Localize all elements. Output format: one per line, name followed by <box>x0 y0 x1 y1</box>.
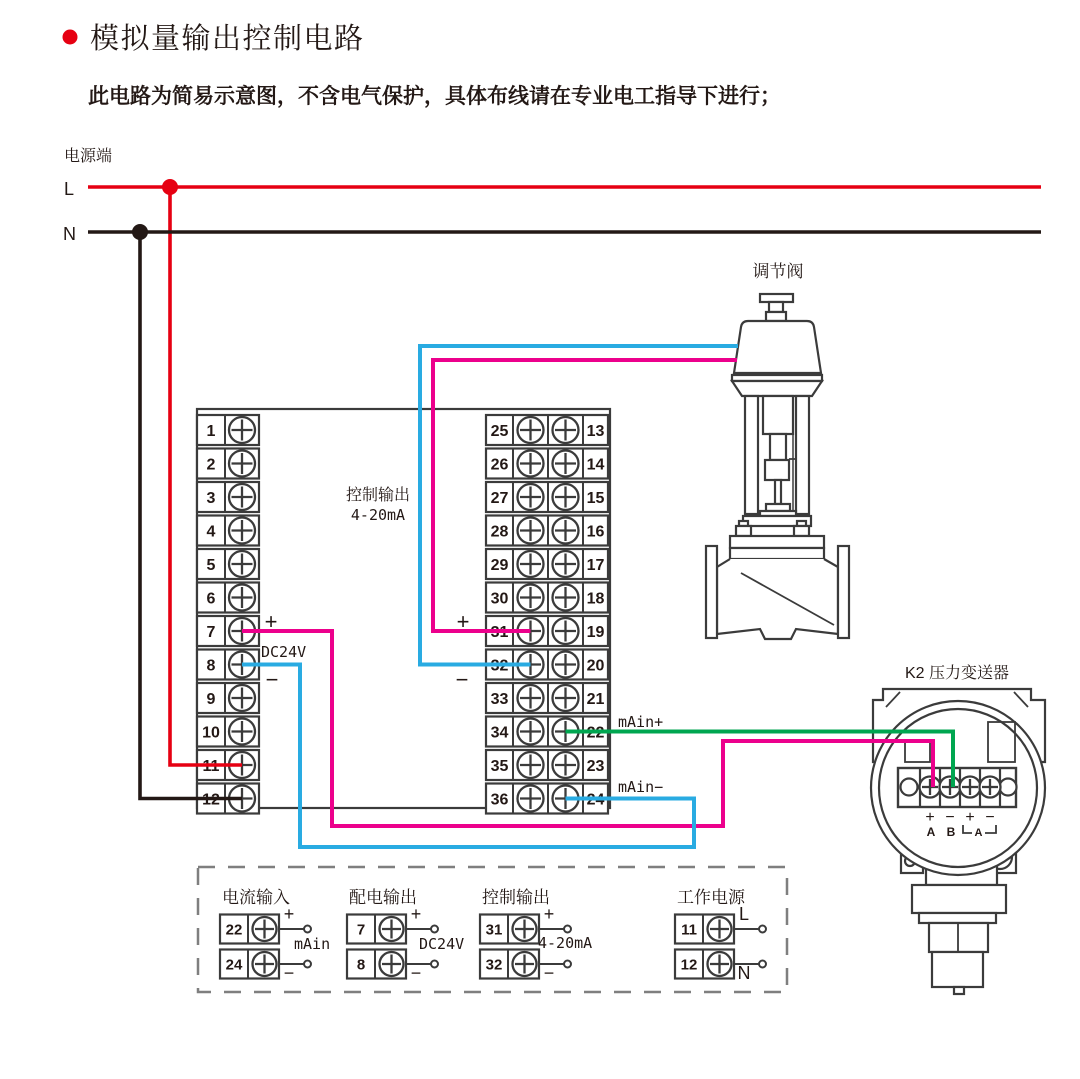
terminal-number: 28 <box>490 523 509 541</box>
control-valve-drawing <box>706 262 849 639</box>
dc24v-label: DC24V <box>261 643 307 661</box>
legend-sign: + <box>543 904 555 924</box>
terminal-number: 16 <box>586 523 605 541</box>
terminal-number: 19 <box>586 624 605 641</box>
valve-yoke <box>745 396 758 514</box>
terminal-number: 1 <box>206 423 216 440</box>
wire-end-circle-icon <box>304 926 311 933</box>
line-n-label: N <box>63 224 76 244</box>
legend-terminal-number: 31 <box>485 921 503 939</box>
screw-terminal-icon <box>513 952 537 976</box>
wire-end-circle-icon <box>564 961 571 968</box>
terminal-number: 24 <box>586 791 605 809</box>
screw-terminal-icon <box>518 518 544 544</box>
legend-terminal-number: 7 <box>356 921 366 939</box>
control-output-range: 4-20mA <box>350 506 406 524</box>
junction-dot-l <box>162 179 178 195</box>
terminal-row <box>486 516 608 546</box>
legend-sign: L <box>738 904 750 924</box>
control-output-plus-sign: + <box>456 609 470 634</box>
legend-group <box>675 888 766 983</box>
terminal-number: 25 <box>490 423 509 440</box>
transmitter-sign: + <box>965 809 975 826</box>
terminal-number: 14 <box>586 456 605 474</box>
transmitter-hex <box>912 885 1006 913</box>
screw-terminal-icon <box>229 518 255 544</box>
legend-signal-label: mAin <box>294 935 331 953</box>
screw-terminal-icon <box>518 417 544 443</box>
transmitter-label: K2 压力变送器 <box>904 665 1010 682</box>
terminal-row <box>197 683 259 713</box>
legend-group-title: 工作电源 <box>677 888 745 907</box>
legend-group <box>480 888 592 983</box>
screw-terminal-icon <box>229 585 255 611</box>
legend-group-title: 控制输出 <box>482 888 550 907</box>
legend-terminal-number: 8 <box>356 956 366 974</box>
legend-sign: − <box>410 963 422 983</box>
legend-terminal-number: 22 <box>225 921 243 939</box>
transmitter-sign: − <box>985 809 995 826</box>
transmitter-screw-icon <box>940 777 961 798</box>
terminal-number: 34 <box>490 724 509 742</box>
legend-sign: − <box>283 963 295 983</box>
terminal-row <box>197 449 259 479</box>
wire-end-circle-icon <box>564 926 571 933</box>
transmitter-bracket-letter: A <box>974 827 983 839</box>
main-plus-label: mAin+ <box>618 713 664 731</box>
screw-terminal-icon <box>518 551 544 577</box>
legend-sign: N <box>737 963 751 983</box>
terminal-number: 12 <box>202 791 220 809</box>
terminal-row <box>486 449 608 479</box>
transmitter-screw-icon <box>920 777 941 798</box>
screw-terminal-icon <box>253 917 277 941</box>
terminal-row <box>197 549 259 579</box>
dc24v-minus-sign: − <box>265 667 279 692</box>
terminal-row <box>486 482 608 512</box>
legend-sign: + <box>283 904 295 924</box>
controller-left-terminal-strip <box>197 415 259 814</box>
legend-terminal-number: 24 <box>225 956 243 974</box>
screw-terminal-icon <box>518 786 544 812</box>
screw-terminal-icon <box>518 451 544 477</box>
screw-terminal-icon <box>553 417 579 443</box>
valve-actuator <box>734 321 821 373</box>
title-bullet-icon <box>63 30 78 45</box>
legend-terminal-number: 32 <box>485 956 503 974</box>
control-output-label: 控制输出 <box>345 487 411 504</box>
terminal-number: 9 <box>206 691 216 708</box>
screw-terminal-icon <box>553 551 579 577</box>
terminal-row <box>197 583 259 613</box>
terminal-number: 13 <box>586 423 605 440</box>
terminal-row <box>486 683 608 713</box>
terminal-number: 6 <box>206 590 216 608</box>
terminal-number: 7 <box>206 624 216 641</box>
terminal-number: 30 <box>490 590 509 608</box>
page-title: 模拟量输出控制电路 <box>90 23 365 55</box>
screw-terminal-icon <box>513 917 537 941</box>
valve-flange-right <box>838 546 849 638</box>
legend-group <box>220 888 330 983</box>
terminal-number: 29 <box>490 557 509 574</box>
pressure-transmitter-drawing <box>871 664 1045 994</box>
legend-sign: + <box>410 904 422 924</box>
valve-handle-bar <box>760 294 793 302</box>
legend-sign: − <box>543 963 555 983</box>
mount-hole-icon <box>1000 779 1017 796</box>
valve-flange-left <box>706 546 717 638</box>
legend-group <box>347 888 464 983</box>
screw-terminal-icon <box>553 518 579 544</box>
terminal-number: 3 <box>206 490 216 507</box>
screw-terminal-icon <box>553 484 579 510</box>
wire-end-circle-icon <box>759 961 766 968</box>
transmitter-screw-icon <box>960 777 981 798</box>
screw-terminal-icon <box>229 484 255 510</box>
terminal-number: 27 <box>490 490 509 507</box>
screw-terminal-icon <box>553 752 579 778</box>
line-l-label: L <box>64 179 75 199</box>
screw-terminal-icon <box>518 719 544 745</box>
transmitter-terminal-letter: B <box>946 825 956 839</box>
screw-terminal-icon <box>518 484 544 510</box>
page-subtitle: 此电路为简易示意图，不含电气保护，具体布线请在专业电工指导下进行； <box>88 85 781 108</box>
legend-signal-label: DC24V <box>419 935 465 953</box>
transmitter-terminal-letter: A <box>926 825 936 839</box>
wire-end-circle-icon <box>431 926 438 933</box>
terminal-number: 11 <box>202 758 220 775</box>
transmitter-probe <box>932 952 983 987</box>
terminal-row <box>486 750 608 780</box>
terminal-number: 4 <box>206 523 216 541</box>
screw-terminal-icon <box>553 585 579 611</box>
terminal-number: 21 <box>586 691 605 708</box>
wire-end-circle-icon <box>431 961 438 968</box>
screw-terminal-icon <box>380 952 404 976</box>
transmitter-screw-icon <box>980 777 1001 798</box>
terminal-number: 17 <box>586 557 605 574</box>
terminal-number: 33 <box>490 691 509 708</box>
terminal-number: 15 <box>586 490 605 507</box>
screw-terminal-icon <box>553 451 579 477</box>
legend-terminal-number: 12 <box>680 956 698 974</box>
screw-terminal-icon <box>380 917 404 941</box>
screw-terminal-icon <box>518 585 544 611</box>
screw-terminal-icon <box>229 417 255 443</box>
wire-end-circle-icon <box>304 961 311 968</box>
terminal-number: 10 <box>202 724 220 742</box>
terminal-row <box>486 583 608 613</box>
terminal-number: 32 <box>490 657 509 675</box>
screw-terminal-icon <box>553 618 579 644</box>
screw-terminal-icon <box>708 952 732 976</box>
terminal-number: 22 <box>586 724 605 742</box>
screw-terminal-icon <box>253 952 277 976</box>
dc24v-plus-sign: + <box>264 609 278 634</box>
transmitter-sign: − <box>945 809 955 826</box>
terminal-row <box>486 415 608 445</box>
terminal-number: 8 <box>206 657 216 675</box>
screw-terminal-icon <box>229 719 255 745</box>
legend-group-title: 电流输入 <box>222 888 290 907</box>
screw-terminal-icon <box>553 685 579 711</box>
screw-terminal-icon <box>708 917 732 941</box>
terminal-row <box>197 415 259 445</box>
terminal-row <box>486 549 608 579</box>
terminal-number: 23 <box>586 758 605 775</box>
valve-label: 调节阀 <box>752 262 804 281</box>
junction-dot-n <box>132 224 148 240</box>
screw-terminal-icon <box>553 652 579 678</box>
terminal-number: 18 <box>586 590 605 608</box>
wire-end-circle-icon <box>759 926 766 933</box>
terminal-number: 26 <box>490 456 509 474</box>
screw-terminal-icon <box>518 685 544 711</box>
control-output-minus-sign: − <box>455 667 469 692</box>
legend-signal-label: 4-20mA <box>538 934 593 952</box>
power-label: 电源端 <box>64 148 113 165</box>
controller-middle-terminal-strip <box>486 415 608 814</box>
terminal-number: 5 <box>206 557 216 574</box>
legend-terminal-number: 11 <box>681 921 697 939</box>
mount-hole-icon <box>901 779 918 796</box>
power-rails <box>63 147 112 244</box>
terminal-row <box>197 717 259 747</box>
terminal-number: 36 <box>490 791 509 809</box>
transmitter-sign: + <box>925 809 935 826</box>
terminal-row <box>197 516 259 546</box>
main-minus-label: mAin− <box>618 778 664 796</box>
terminal-number: 2 <box>206 456 216 474</box>
terminal-number: 20 <box>586 657 605 675</box>
terminal-number: 35 <box>490 758 509 775</box>
terminal-row <box>197 482 259 512</box>
terminal-number: 31 <box>490 624 509 641</box>
screw-terminal-icon <box>229 685 255 711</box>
legend-group-title: 配电输出 <box>349 888 417 907</box>
valve-body <box>717 559 838 639</box>
screw-terminal-icon <box>229 551 255 577</box>
legend-box <box>198 867 787 992</box>
screw-terminal-icon <box>229 451 255 477</box>
screw-terminal-icon <box>518 752 544 778</box>
